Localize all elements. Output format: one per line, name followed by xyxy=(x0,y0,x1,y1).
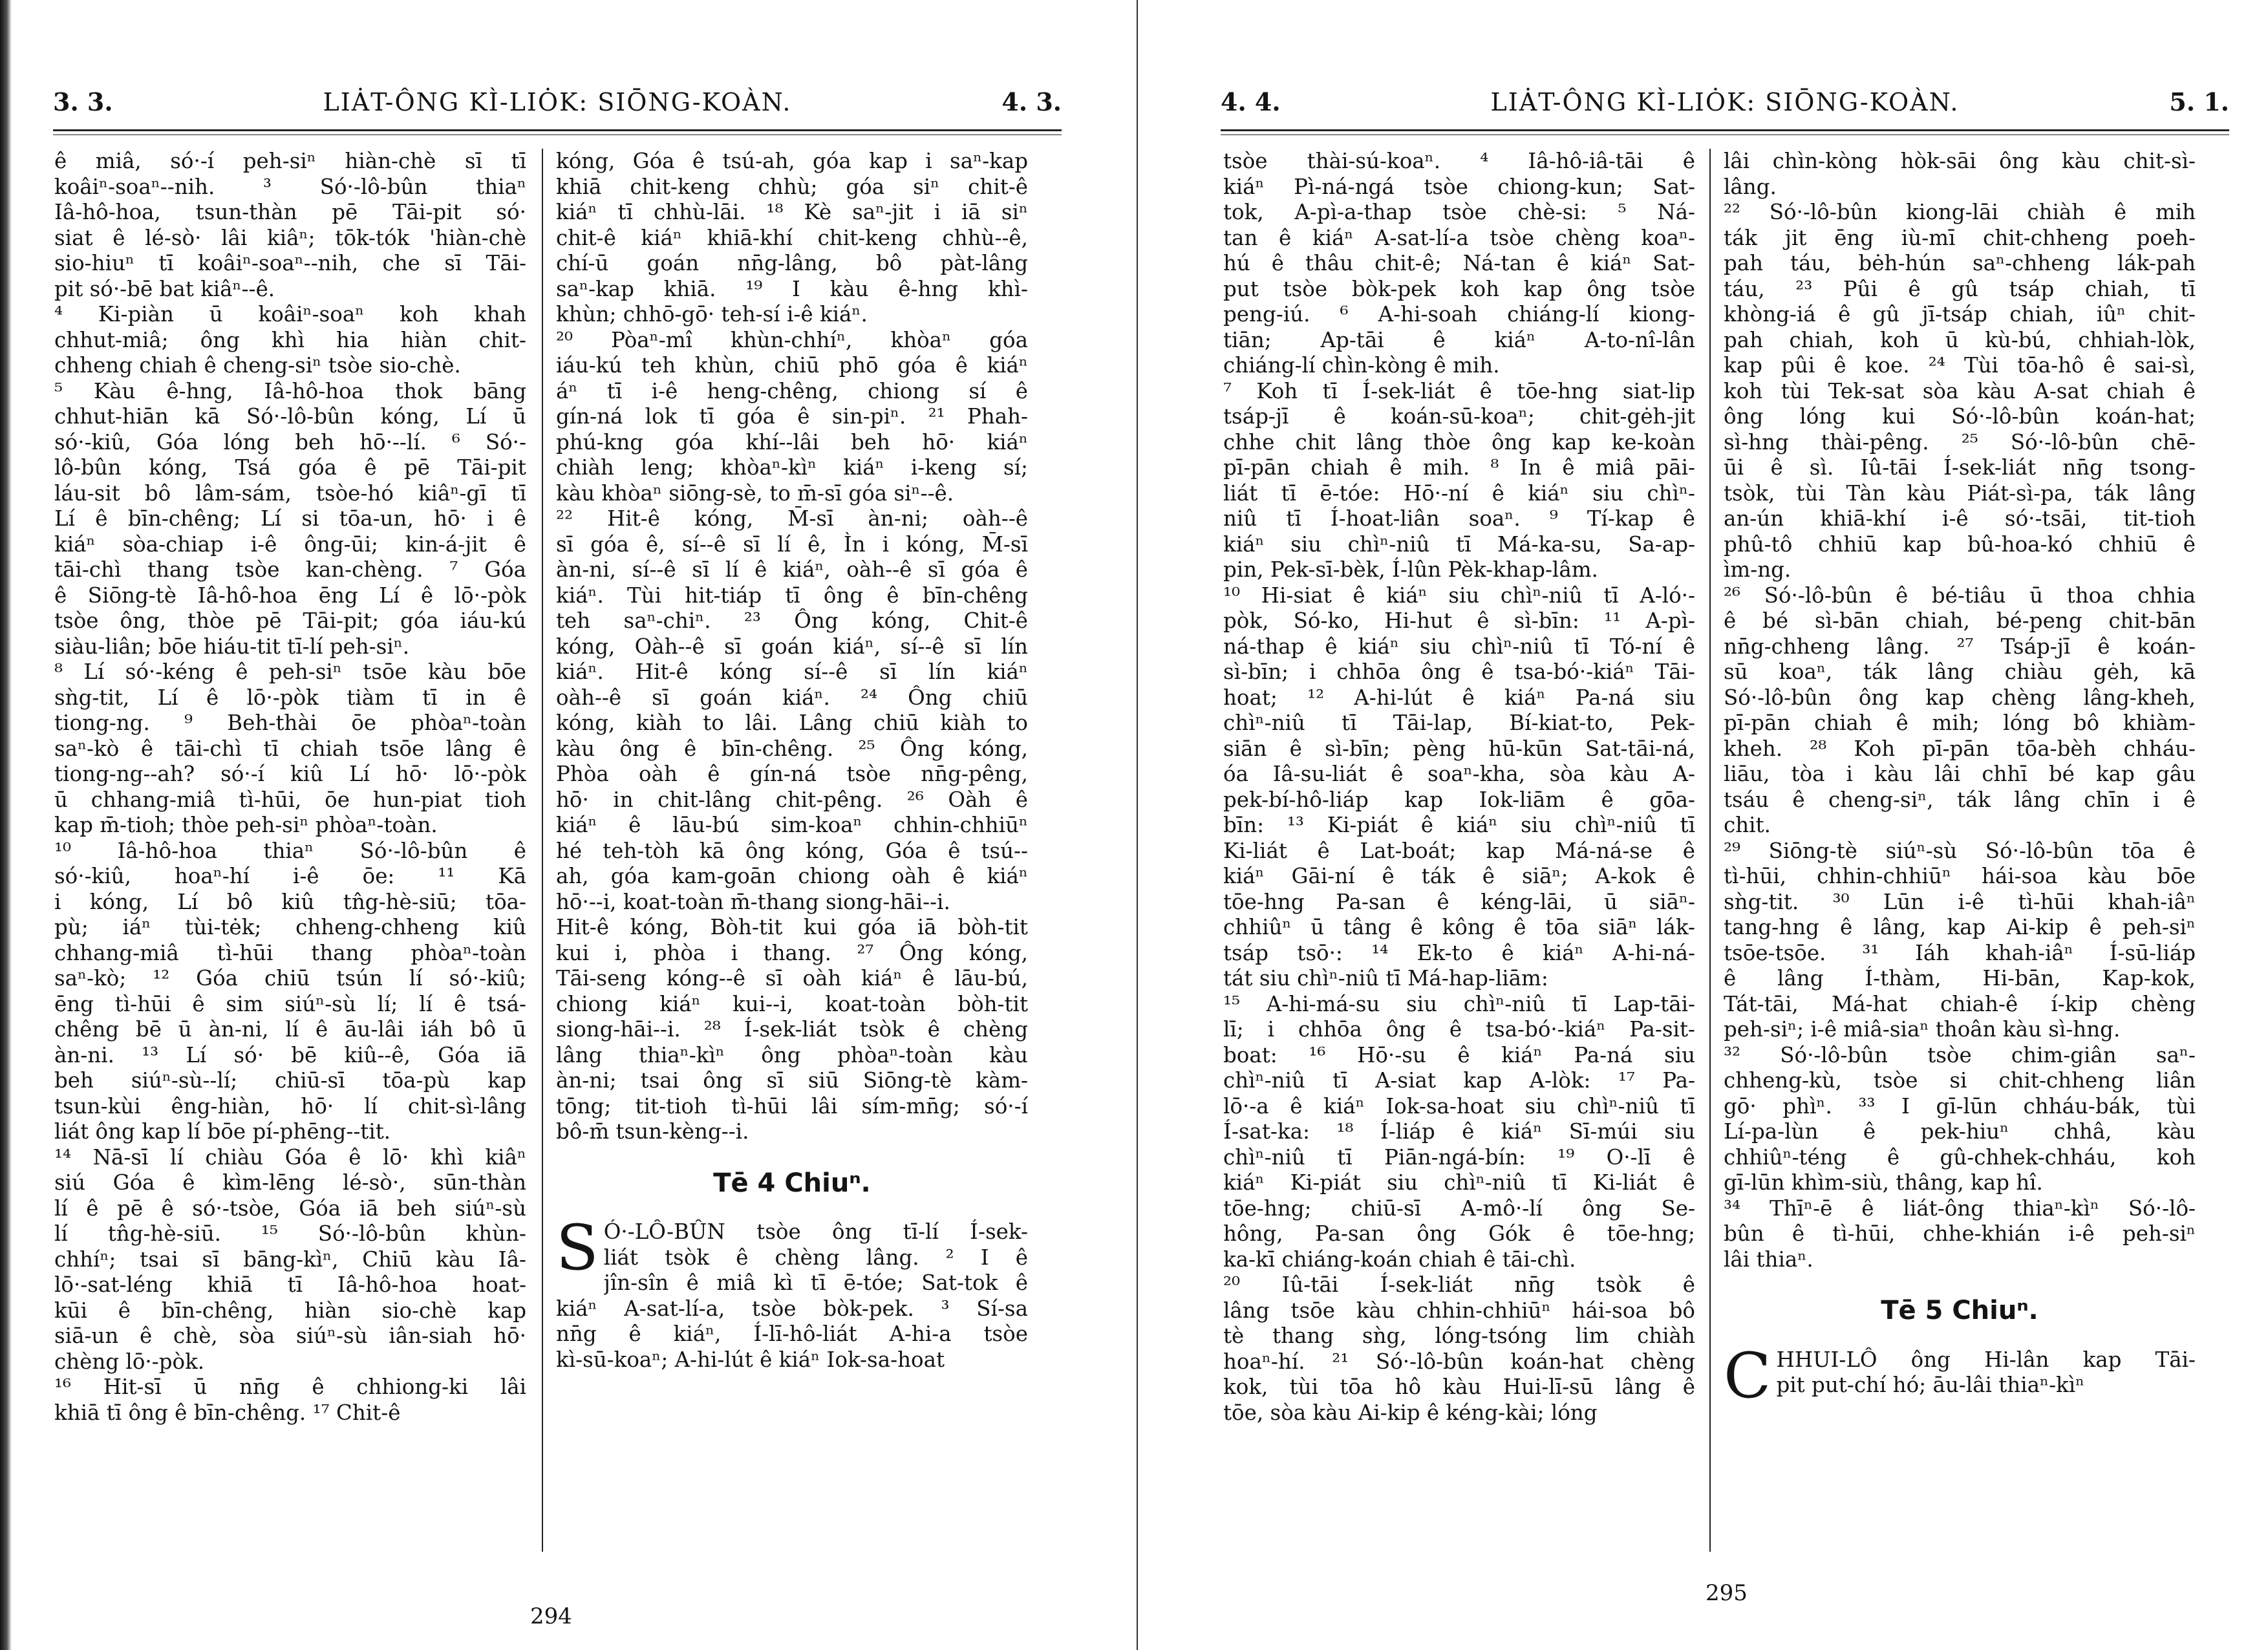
text-line: sì-bīn; i chhōa ông ê tsa-bó·-kiáⁿ Tāi- xyxy=(1223,659,1695,684)
text-line: ông lóng kui Só·-lô-bûn koán-hat; xyxy=(1724,404,2196,429)
text-line: chhiûⁿ-téng ê gû-chhek-chháu, koh xyxy=(1724,1144,2196,1170)
spine xyxy=(1137,0,1138,1650)
text-line: lô-bûn kóng, Tsá góa ê pē Tāi-pit xyxy=(54,455,526,480)
text-line: Hit-ê kóng, Bòh-tit kui góa iā bòh-tit xyxy=(556,915,1028,939)
text-line: saⁿ-kap khiā. ¹⁹ I kàu ê-hng khì- xyxy=(556,276,1028,301)
text-line: sī góa ê, sí--ê sī lí ê, Ìn i kóng, M̄-sī xyxy=(556,531,1028,557)
text-line: siat ê lé-sò· lâi kiâⁿ; tōk-tók 'hiàn-chè xyxy=(54,225,526,250)
text-line: peng-iú. ⁶ A-hi-soah chiáng-lí kiong- xyxy=(1223,302,1695,327)
text-line: chhiûⁿ ū tâng ê kông ê tōa siāⁿ lák- xyxy=(1223,915,1695,939)
text-line: kap pûi ê koe. ²⁴ Tùi tōa-hô ê sai-sì, xyxy=(1724,353,2196,378)
text-line: hoaⁿ-hí. ²¹ Só·-lô-bûn koán-hat chèng xyxy=(1223,1349,1695,1374)
text-line: tāi-chì thang tsòe kan-chèng. ⁷ Góa xyxy=(54,557,526,582)
text-line: Tát-tāi, Má-hat chiah-ê í-kip chèng xyxy=(1724,991,2196,1016)
text-line: Tāi-seng kóng--ê sī oàh kiáⁿ ê lāu-bú, xyxy=(556,966,1028,991)
text-line: chhang-miâ tì-hūi thang phòaⁿ-toàn xyxy=(54,940,526,965)
text-line: kóng, Góa ê tsú-ah, góa kap i saⁿ-kap xyxy=(556,149,1028,173)
drop-cap: S xyxy=(556,1212,599,1284)
text-line: chhut-miâ; ông khì hia hiàn chit- xyxy=(54,327,526,352)
text-line: niû tī Í-hoat-liân soaⁿ. ⁹ Tí-kap ê xyxy=(1223,506,1695,531)
text-line: hō· in chit-lâng chit-pêng. ²⁶ Oàh ê xyxy=(556,787,1028,812)
text-line: kàu khòaⁿ siōng-sè, to m̄-sī góa siⁿ--ê. xyxy=(556,480,954,506)
text-line: Lí ê bīn-chêng; Lí si tōa-un, hō· i ê xyxy=(54,506,526,531)
left-header-title: LIȦT-ÔNG KÌ-LIȮK: SIŌNG-KOÀN. xyxy=(323,88,792,116)
text-line: lâng. xyxy=(1724,174,1777,199)
text-line: ¹⁶ Hit-sī ū nn̄g ê chhiong-ki lâi xyxy=(54,1375,526,1399)
text-line: kiáⁿ sòa-chiap i-ê ông-ūi; kin-á-jit ê xyxy=(54,531,526,557)
text-line: chhe chit lâng thòe ông kap ke-koàn xyxy=(1223,429,1695,455)
text-line: tsòe thài-sú-koaⁿ. ⁴ Iâ-hô-iâ-tāi ê xyxy=(1223,149,1695,173)
right-column-2 xyxy=(1724,149,2196,1565)
left-column-divider xyxy=(542,149,543,1552)
text-line: Ó·-LÔ-BÛN tsòe ông tī-lí Í-sek- xyxy=(603,1219,1028,1244)
text-line: gín-ná lok tī góa ê sin-piⁿ. ²¹ Phah- xyxy=(556,404,1028,429)
text-line: áⁿ tī i-ê heng-chêng, chiong sí ê xyxy=(556,378,1028,403)
text-line: pek-bí-hô-liáp kap Iok-liām ê gōa- xyxy=(1223,787,1695,812)
right-page xyxy=(1143,0,2268,1650)
text-line: pī-pān chiah ê mih. ⁸ In ê miâ pāi- xyxy=(1223,455,1695,480)
text-line: tát siu chìⁿ-niû tī Má-hap-liām: xyxy=(1223,966,1548,991)
text-line: tè thang sǹg, lóng-tsóng lim chiàh xyxy=(1223,1323,1695,1348)
text-line: ²² Hit-ê kóng, M̄-sī àn-ni; oàh--ê xyxy=(556,506,1028,531)
text-line: tì-hūi, chhin-chhiūⁿ hái-soa kàu bōe xyxy=(1724,864,2196,888)
text-line: saⁿ-kò; ¹² Góa chiū tsún lí só·-kiû; xyxy=(54,966,526,991)
text-line: hō·--i, koat-toàn m̄-thang siong-hāi--i. xyxy=(556,889,950,914)
text-line: lí ê pē ê só·-tsòe, Góa iā beh siúⁿ-sù xyxy=(54,1195,526,1221)
text-line: lō·-a ê kiáⁿ Iok-sa-hoat siu chìⁿ-niû tī xyxy=(1223,1093,1695,1119)
text-line: ²⁶ Só·-lô-bûn ê bé-tiâu ū thoa chhia xyxy=(1724,583,2196,608)
text-line: Iâ-hô-hoa, tsun-thàn pē Tāi-pit só· xyxy=(54,200,526,224)
chapter-heading: Tē 5 Chiuⁿ. xyxy=(1881,1296,2038,1325)
text-line: chhíⁿ; tsai sī bāng-kìⁿ, Chiū kàu Iâ- xyxy=(54,1247,526,1272)
text-line: kiáⁿ tī chhù-lāi. ¹⁸ Kè saⁿ-jit i iā siⁿ xyxy=(556,200,1028,224)
text-line: kiáⁿ siu chìⁿ-niû tī Má-ka-su, Sa-ap- xyxy=(1223,531,1695,557)
chapter-heading: Tē 4 Chiuⁿ. xyxy=(713,1168,871,1198)
text-line: ¹⁴ Nā-sī lí chiàu Góa ê lō· khì kiâⁿ xyxy=(54,1144,526,1170)
text-line: ū chhang-miâ tì-hūi, ōe hun-piat tioh xyxy=(54,787,526,812)
text-line: gō· phìⁿ. ³³ I gī-lūn chháu-bák, tùi xyxy=(1724,1093,2196,1119)
left-header-ref-start: 3. 3. xyxy=(53,87,113,116)
text-line: Ki-liát ê Lat-boát; kap Má-ná-se ê xyxy=(1223,838,1695,863)
text-line: tōe, sòa kàu Ai-kip ê kéng-kài; lóng xyxy=(1223,1400,1598,1425)
text-line: khòng-iá ê gû jī-tsáp chiah, iûⁿ chit- xyxy=(1724,302,2196,327)
text-line: tok, A-pì-a-thap tsòe chè-si: ⁵ Ná- xyxy=(1223,200,1695,224)
text-line: ìm-ng. xyxy=(1724,557,1792,582)
text-line: kóng, Oàh--ê sī goán kiáⁿ, sí--ê sī lín xyxy=(556,634,1028,659)
text-line: kóng, kiàh to lâi. Lâng chiū kiàh to xyxy=(556,711,1028,735)
text-line: ⁸ Lí só·-kéng ê peh-siⁿ tsōe kàu bōe xyxy=(54,659,526,684)
text-line: ³⁴ Thīⁿ-ē ê liát-ông thiaⁿ-kìⁿ Só·-lô- xyxy=(1724,1195,2196,1221)
text-line: siong-hāi--i. ²⁸ Í-sek-liát tsòk ê chèng xyxy=(556,1017,1028,1042)
text-line: chit-ê kiáⁿ khiā-khí chit-keng chhù--ê, xyxy=(556,225,1028,250)
text-line: pù; iáⁿ tùi-tėk; chheng-chheng kiû xyxy=(54,915,526,939)
text-line: kiáⁿ A-sat-lí-a, tsòe bòk-pek. ³ Sí-sa xyxy=(556,1296,1028,1321)
text-line: lī; i chhōa ông ê tsa-bó·-kiáⁿ Pa-sit- xyxy=(1223,1017,1695,1042)
right-header-title: LIȦT-ÔNG KÌ-LIȮK: SIŌNG-KOÀN. xyxy=(1490,88,1960,116)
text-line: pit só·-bē bat kiâⁿ--ê. xyxy=(54,276,275,301)
text-line: Phòa oàh ê gín-ná tsòe nn̄g-pêng, xyxy=(556,762,1028,786)
text-line: nn̄g ê kiáⁿ, Í-lī-hô-liát A-hi-a tsòe xyxy=(556,1322,1028,1346)
text-line: ²⁰ Pòaⁿ-mî khùn-chhíⁿ, khòaⁿ góa xyxy=(556,327,1028,352)
text-line: ūi ê sì. Iû-tāi Í-sek-liát nn̄g tsong- xyxy=(1724,455,2196,480)
text-line: kap m̄-tioh; thòe peh-siⁿ phòaⁿ-toàn. xyxy=(54,813,438,837)
text-line: ¹⁰ Iâ-hô-hoa thiaⁿ Só·-lô-bûn ê xyxy=(54,838,526,863)
right-column-divider xyxy=(1709,149,1711,1552)
text-line: chìⁿ-niû tī A-siat kap A-lòk: ¹⁷ Pa- xyxy=(1223,1068,1695,1093)
text-line: kiáⁿ Ki-piát siu chìⁿ-niû tī Ki-liát ê xyxy=(1223,1170,1695,1195)
text-line: kūi ê bīn-chêng, hiàn sio-chè kap xyxy=(54,1298,526,1323)
text-line: an-ún khiā-khí i-ê só·-tsāi, tit-tioh xyxy=(1724,506,2196,531)
text-line: lâi thiaⁿ. xyxy=(1724,1247,1813,1272)
text-line: lâng thiaⁿ-kìⁿ ông phòaⁿ-toàn kàu xyxy=(556,1042,1028,1067)
text-line: ták jit ēng iù-mī chit-chheng poeh- xyxy=(1724,225,2196,250)
text-line: ¹⁰ Hi-siat ê kiáⁿ siu chìⁿ-niû tī A-ló·- xyxy=(1223,583,1695,608)
text-line: put tsòe bòk-pek koh kap ông tsòe xyxy=(1223,276,1695,301)
text-line: àn-ni; tsai ông sī siū Siōng-tè kàm- xyxy=(556,1068,1028,1093)
text-line: liāu, tòa i kàu lâi chhī bé kap gâu xyxy=(1724,762,2196,786)
text-line: oàh--ê sī goán kiáⁿ. ²⁴ Ông chiū xyxy=(556,685,1028,710)
text-line: ²² Só·-lô-bûn kiong-lāi chiàh ê mih xyxy=(1724,200,2196,224)
text-line: Í-sat-ka: ¹⁸ Í-liáp ê kiáⁿ Sī-múi siu xyxy=(1223,1119,1695,1144)
text-line: chheng chiah ê cheng-siⁿ tsòe sio-chè. xyxy=(54,353,461,378)
text-line: pòk, Só-ko, Hi-hut ê sì-bīn: ¹¹ A-pì- xyxy=(1223,608,1695,633)
text-line: chêng bē ū àn-ni, lí ê āu-lâi iáh bô ū xyxy=(54,1017,526,1042)
left-folio: 294 xyxy=(530,1603,572,1629)
text-line: pin, Pek-sī-bèk, Í-lûn Pèk-khap-lâm. xyxy=(1223,557,1598,582)
text-line: só·-kiû, Góa lóng beh hō·--lí. ⁶ Só·- xyxy=(54,429,526,455)
text-line: phû-tô chhiū kap bû-hoa-kó chhiū ê xyxy=(1724,531,2196,557)
text-line: kiáⁿ ê lāu-bú sim-koaⁿ chhin-chhiūⁿ xyxy=(556,813,1028,837)
text-line: ²⁹ Siōng-tè siúⁿ-sù Só·-lô-bûn tōa ê xyxy=(1724,838,2196,863)
text-line: sū koaⁿ, ták lâng chiàu gėh, kā xyxy=(1724,659,2196,684)
text-line: i kóng, Lí bô kiû tn̂g-hè-siū; tōa- xyxy=(54,889,526,914)
text-line: kiáⁿ Gāi-ní ê ták ê siāⁿ; A-kok ê xyxy=(1223,864,1695,888)
right-header-ref-end: 5. 1. xyxy=(2169,87,2229,116)
text-line: khiā chit-keng chhù; góa siⁿ chit-ê xyxy=(556,174,1028,199)
text-line: tsun-kùi êng-hiàn, hō· lí chit-sì-lâng xyxy=(54,1093,526,1119)
text-line: siàu-liân; bōe hiáu-tit tī-lí peh-siⁿ. xyxy=(54,634,410,659)
text-line: nn̄g-chheng lâng. ²⁷ Tsáp-jī ê koán- xyxy=(1724,634,2196,659)
text-line: sì-hng thài-pêng. ²⁵ Só·-lô-bûn chē- xyxy=(1724,429,2196,455)
text-line: tiān; Ap-tāi ê kiáⁿ A-to-nî-lân xyxy=(1223,327,1695,352)
text-line: teh saⁿ-chiⁿ. ²³ Ông kóng, Chit-ê xyxy=(556,608,1028,633)
text-line: ⁷ Koh tī Í-sek-liát ê tōe-hng siat-lip xyxy=(1223,378,1695,403)
text-line: lâng tsōe kàu chhin-chhiūⁿ hái-soa bô xyxy=(1223,1298,1695,1323)
text-line: HHUI-LÔ ông Hi-lân kap Tāi- xyxy=(1776,1347,2196,1372)
text-line: pī-pān chiah ê mih; lóng bô khiàm- xyxy=(1724,711,2196,735)
text-line: boat: ¹⁶ Hō·-su ê kiáⁿ Pa-ná siu xyxy=(1223,1042,1695,1067)
left-header-rule xyxy=(53,129,1062,131)
text-line: ¹⁵ A-hi-má-su siu chìⁿ-niû tī Lap-tāi- xyxy=(1223,991,1695,1016)
text-line: sǹg-tit, Lí ê lō·-pòk tiàm tī in ê xyxy=(54,685,526,710)
text-line: kì-sū-koaⁿ; A-hi-lút ê kiáⁿ Iok-sa-hoat xyxy=(556,1347,945,1372)
text-line: khiā tī ông ê bīn-chêng. ¹⁷ Chit-ê xyxy=(54,1400,401,1425)
text-line: koh tùi Tek-sat sòa kàu A-sat chiah ê xyxy=(1724,378,2196,403)
right-header-ref-start: 4. 4. xyxy=(1221,87,1281,116)
text-line: ēng tì-hūi ê sim siúⁿ-sù lí; lí ê tsá- xyxy=(54,991,526,1016)
text-line: hú ê thâu chit-ê; Ná-tan ê kiáⁿ Sat- xyxy=(1223,251,1695,275)
text-line: peh-siⁿ; i-ê miâ-siaⁿ thoân kàu sì-hng. xyxy=(1724,1017,2121,1042)
text-line: bīn: ¹³ Ki-piát ê kiáⁿ siu chìⁿ-niû tī xyxy=(1223,813,1695,837)
text-line: ê lâng Í-thàm, Hi-bān, Kap-kok, xyxy=(1724,966,2196,991)
text-line: kui i, phòa i thang. ²⁷ Ông kóng, xyxy=(556,940,1028,965)
text-line: ²⁰ Iû-tāi Í-sek-liát nn̄g tsòk ê xyxy=(1223,1272,1695,1297)
text-line: chiong kiáⁿ kui--i, koat-toàn bòh-tit xyxy=(556,991,1028,1016)
left-header-ref-end: 4. 3. xyxy=(1001,87,1062,116)
text-line: kheh. ²⁸ Koh pī-pān tōa-bèh chháu- xyxy=(1724,736,2196,761)
text-line: chhut-hiān kā Só·-lô-bûn kóng, Lí ū xyxy=(54,404,526,429)
text-line: tsōe-tsōe. ³¹ Iáh khah-iâⁿ Í-sū-liáp xyxy=(1724,940,2196,965)
text-line: só·-kiû, hoaⁿ-hí i-ê ōe: ¹¹ Kā xyxy=(54,864,526,888)
book-edge-left xyxy=(0,0,12,1650)
text-line: tiong-ng. ⁹ Beh-thài ōe phòaⁿ-toàn xyxy=(54,711,526,735)
text-line: àn-ni, sí--ê sī lí ê kiáⁿ, oàh--ê sī góa ê xyxy=(556,557,1028,582)
text-line: jîn-sîn ê miâ kì tī ē-tóe; Sat-tok ê xyxy=(603,1270,1028,1295)
text-line: pah táu, bėh-hún saⁿ-chheng lák-pah xyxy=(1724,251,2196,275)
text-line: ah, góa kam-goān chiong oàh ê kiáⁿ xyxy=(556,864,1028,888)
text-line: siān ê sì-bīn; pèng hū-kūn Sat-tāi-ná, xyxy=(1223,736,1695,761)
text-line: siú Góa ê kìm-lēng lé-sò·, sūn-thàn xyxy=(54,1170,526,1195)
text-line: chèng lō·-pòk. xyxy=(54,1349,205,1374)
text-line: kiáⁿ. Tùi hit-tiáp tī ông ê bīn-chêng xyxy=(556,583,1028,608)
text-line: kok, tùi tōa hô kàu Hui-lī-sū lâng ê xyxy=(1223,1375,1695,1399)
text-line: hoat; ¹² A-hi-lút ê kiáⁿ Pa-ná siu xyxy=(1223,685,1695,710)
text-line: saⁿ-kò ê tāi-chì tī chiah tsōe lâng ê xyxy=(54,736,526,761)
text-line: ⁵ Kàu ê-hng, Iâ-hô-hoa thok bāng xyxy=(54,378,526,403)
text-line: chìⁿ-niû tī Piān-ngá-bín: ¹⁹ O·-lī ê xyxy=(1223,1144,1695,1170)
text-line: tsáp-jī ê koán-sū-koaⁿ; chit-gėh-jit xyxy=(1223,404,1695,429)
text-line: chheng-kù, tsòe si chit-chheng liân xyxy=(1724,1068,2196,1093)
text-line: hé teh-tòh kā ông kóng, Góa ê tsú-- xyxy=(556,838,1028,863)
text-line: chiáng-lí chìn-kòng ê mih. xyxy=(1223,353,1500,378)
text-line: iáu-kú teh khùn, chiū phō góa ê kiáⁿ xyxy=(556,353,1028,378)
text-line: tsáu ê cheng-siⁿ, ták lâng chīn i ê xyxy=(1724,787,2196,812)
text-line: lō·-sat-léng khiā tī Iâ-hô-hoa hoat- xyxy=(54,1272,526,1297)
text-line: ê Siōng-tè Iâ-hô-hoa ēng Lí ê lō·-pòk xyxy=(54,583,526,608)
text-line: tsáp tsō·: ¹⁴ Ek-to ê kiáⁿ A-hi-ná- xyxy=(1223,940,1695,965)
text-line: gī-lūn khìm-siù, thâng, kap hî. xyxy=(1724,1170,2043,1195)
text-line: liát tsòk ê chèng lâng. ² I ê xyxy=(603,1245,1028,1270)
text-line: tsòk, tùi Tàn kàu Piát-sì-pa, ták lâng xyxy=(1724,480,2196,506)
text-line: Só·-lô-bûn ông kap chèng lâng-kheh, xyxy=(1724,685,2196,710)
left-page xyxy=(0,0,1125,1650)
text-line: kiáⁿ Pì-ná-ngá tsòe chiong-kun; Sat- xyxy=(1223,174,1695,199)
text-line: chí-ū goán nn̄g-lâng, bô pàt-lâng xyxy=(556,251,1028,275)
text-line: ná-thap ê kiáⁿ siu chìⁿ-niû tī Tó-ní ê xyxy=(1223,634,1695,659)
text-line: sio-hiuⁿ tī koâiⁿ-soaⁿ--nih, che sī Tāi- xyxy=(54,251,526,275)
text-line: tang-hng ê lâng, kap Ai-kip ê peh-siⁿ xyxy=(1724,915,2196,939)
text-line: Lí-pa-lùn ê pek-hiuⁿ chhâ, kàu xyxy=(1724,1119,2196,1144)
text-line: beh siúⁿ-sù--lí; chiū-sī tōa-pù kap xyxy=(54,1068,526,1093)
text-line: pah chiah, koh ū kù-bú, chhiah-lòk, xyxy=(1724,327,2196,352)
text-line: ³² Só·-lô-bûn tsòe chim-giân saⁿ- xyxy=(1724,1042,2196,1067)
text-line: bûn ê tì-hūi, chhe-khián i-ê peh-siⁿ xyxy=(1724,1221,2196,1246)
drop-cap: C xyxy=(1724,1339,1771,1412)
right-folio: 295 xyxy=(1706,1580,1748,1606)
text-line: ê miâ, só·-í peh-siⁿ hiàn-chè sī tī xyxy=(54,149,526,173)
left-column-2 xyxy=(556,149,1028,1565)
text-line: tan ê kiáⁿ A-sat-lí-a tsòe chèng koaⁿ- xyxy=(1223,225,1695,250)
right-page-header xyxy=(1221,83,2229,122)
text-line: tiong-ng--ah? só·-í kiû Lí hō· lō·-pòk xyxy=(54,762,526,786)
text-line: lí tn̂g-hè-siū. ¹⁵ Só·-lô-bûn khùn- xyxy=(54,1221,526,1246)
text-line: bô-m̄ tsun-kèng--i. xyxy=(556,1119,749,1144)
text-line: tsòe ông, thòe pē Tāi-pit; góa iáu-kú xyxy=(54,608,526,633)
text-line: kàu ông ê bīn-chêng. ²⁵ Ông kóng, xyxy=(556,736,1028,761)
text-line: ê bé sì-bān chiah, bé-peng chit-bān xyxy=(1724,608,2196,633)
text-line: liát tī ē-tóe: Hō·-ní ê kiáⁿ siu chìⁿ- xyxy=(1223,480,1695,506)
text-line: ⁴ Ki-piàn ū koâiⁿ-soaⁿ koh khah xyxy=(54,302,526,327)
text-line: pit put-chí hó; āu-lâi thiaⁿ-kìⁿ xyxy=(1776,1373,2085,1397)
text-line: hông, Pa-san ông Gók ê tōe-hng; xyxy=(1223,1221,1695,1246)
text-line: koâiⁿ-soaⁿ--nih. ³ Só·-lô-bûn thiaⁿ xyxy=(54,174,526,199)
text-line: khùn; chhō-gō· teh-sí i-ê kiáⁿ. xyxy=(556,302,868,327)
right-header-rule xyxy=(1221,129,2229,131)
text-line: sǹg-tit. ³⁰ Lūn i-ê tì-hūi khah-iâⁿ xyxy=(1724,889,2196,914)
right-header-rule-thin xyxy=(1221,134,2229,135)
text-line: chiàh leng; khòaⁿ-kìⁿ kiáⁿ i-keng sí; xyxy=(556,455,1028,480)
text-line: chit. xyxy=(1724,813,1771,837)
text-line: táu, ²³ Pûi ê gû tsáp chiah, tī xyxy=(1724,276,2196,301)
right-column-1 xyxy=(1223,149,1695,1558)
text-line: tōe-hng Pa-san ê kéng-lāi, ū siāⁿ- xyxy=(1223,889,1695,914)
text-line: ka-kī chiáng-koán chiah ê tāi-chì. xyxy=(1223,1247,1576,1272)
text-line: siā-un ê chè, sòa siúⁿ-sù iân-siah hō· xyxy=(54,1323,526,1348)
text-line: chìⁿ-niû tī Tāi-lap, Bí-kiat-to, Pek- xyxy=(1223,711,1695,735)
left-column-1 xyxy=(54,149,526,1558)
text-line: kiáⁿ. Hit-ê kóng sí--ê sī lín kiáⁿ xyxy=(556,659,1028,684)
text-line: lâi chìn-kòng hòk-sāi ông kàu chit-sì- xyxy=(1724,149,2196,173)
text-line: láu-sit bô lâm-sám, tsòe-hó kiâⁿ-gī tī xyxy=(54,480,526,506)
text-line: àn-ni. ¹³ Lí só· bē kiû--ê, Góa iā xyxy=(54,1042,526,1067)
text-line: phú-kng góa khí--lâi beh hō· kiáⁿ xyxy=(556,429,1028,455)
left-header-rule-thin xyxy=(53,134,1062,135)
text-line: tōe-hng; chiū-sī A-mô·-lí ông Se- xyxy=(1223,1195,1695,1221)
text-line: tōng; tit-tioh tì-hūi lâi sím-mn̄g; só·-í xyxy=(556,1093,1028,1119)
text-line: óa Iâ-su-liát ê soaⁿ-kha, sòa kàu A- xyxy=(1223,762,1695,786)
left-page-header xyxy=(53,83,1062,122)
text-line: liát ông kap lí bōe pí-phēng--tit. xyxy=(54,1119,391,1144)
